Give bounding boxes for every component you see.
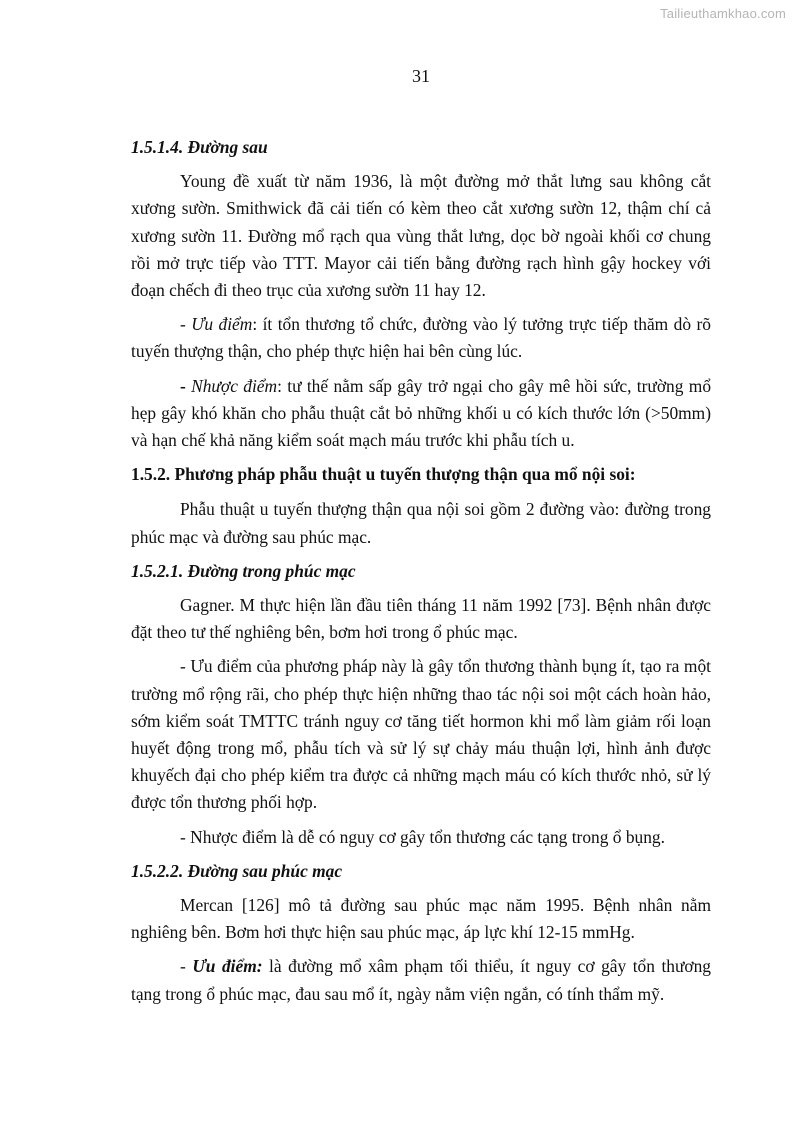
paragraph-young: Young đề xuất từ năm 1936, là một đường mở thắt lưng sau không cắt xương sườn. Smithwick đã cải tiến có kèm theo cắt xương sườn 12, thậm chí cả xương sườn 11. Đường mổ rạch qua vùng thắt lưng, dọc bờ ngoài khối cơ chung rồi mở trực tiếp vào TTT. Mayor cải tiến bằng đường rạch hình gậy hockey với đoạn chếch đi theo trục của xương sườn 11 hay 12.	[131, 171, 711, 301]
paragraph-advantages-posterior	[131, 311, 711, 365]
heading-1-5-2: 1.5.2. Phương pháp phẫu thuật u tuyến thượng thận qua mổ nội soi:	[131, 464, 636, 485]
heading-1-5-2-2: 1.5.2.2. Đường sau phúc mạc	[131, 860, 343, 881]
paragraph-disadvantages-posterior	[131, 373, 711, 455]
document-body	[131, 134, 711, 1015]
disadvantages-label: Nhược điểm	[191, 375, 278, 396]
advantages-text: : ít tổn thương tổ chức, đường vào lý tưởng trực tiếp thăm dò rõ tuyến thượng thận, cho phép thực hiện hai bên cùng lúc.	[131, 314, 711, 362]
advantages-label: Ưu điểm:	[192, 956, 263, 977]
dash: -	[180, 375, 192, 396]
paragraph-disadvantages-transperitoneal: - Nhược điểm là dễ có nguy cơ gây tổn thương các tạng trong ổ bụng.	[180, 826, 665, 847]
heading-1-5-2-1: 1.5.2.1. Đường trong phúc mạc	[131, 560, 356, 581]
paragraph-advantages-retroperitoneal	[131, 953, 711, 1007]
dash: -	[180, 314, 192, 335]
paragraph-gagner: Gagner. M thực hiện lần đầu tiên tháng 11 năm 1992 [73]. Bệnh nhân được đặt theo tư thế nghiêng bên, bơm hơi trong ổ phúc mạc.	[131, 595, 711, 643]
paragraph-mercan: Mercan [126] mô tả đường sau phúc mạc năm 1995. Bệnh nhân nằm nghiêng bên. Bơm hơi thực hiện sau phúc mạc, áp lực khí 12-15 mmHg.	[131, 895, 711, 943]
watermark: Tailieuthamkhao.com	[660, 6, 786, 21]
advantages-text: là đường mổ xâm phạm tối thiểu, ít nguy cơ gây tổn thương tạng trong ổ phúc mạc, đau sau mổ ít, ngày nằm viện ngắn, có tính thẩm mỹ.	[131, 956, 712, 1004]
dash: -	[180, 956, 193, 977]
advantages-label: Ưu điểm	[191, 314, 253, 335]
heading-1-5-1-4: 1.5.1.4. Đường sau	[131, 137, 268, 157]
disadvantages-text: : tư thế nằm sấp gây trở ngại cho gây mê hồi sức, trường mổ hẹp gây khó khăn cho phẫu thuật cắt bỏ những khối u có kích thước lớn (>50mm) và hạn chế khả năng kiểm soát mạch máu trước khi phẫu tích u.	[131, 375, 712, 451]
paragraph-laparoscopic-intro: Phẫu thuật u tuyến thượng thận qua nội soi gồm 2 đường vào: đường trong phúc mạc và đường sau phúc mạc.	[131, 499, 711, 547]
paragraph-advantages-transperitoneal: - Ưu điểm của phương pháp này là gây tổn thương thành bụng ít, tạo ra một trường mổ rộng rãi, cho phép thực hiện những thao tác nội soi một cách hoàn hảo, sớm kiểm soát TMTTC tránh nguy cơ tăng tiết hormon khi mổ làm giảm rối loạn huyết động trong mổ, phẫu tích và sử lý sự chảy máu thuận lợi, hình ảnh được khuyếch đại cho phép kiểm tra được cả những mạch máu có kích thước nhỏ, sử lý được tổn thương phối hợp.	[131, 656, 711, 813]
page-number: 31	[412, 66, 430, 86]
